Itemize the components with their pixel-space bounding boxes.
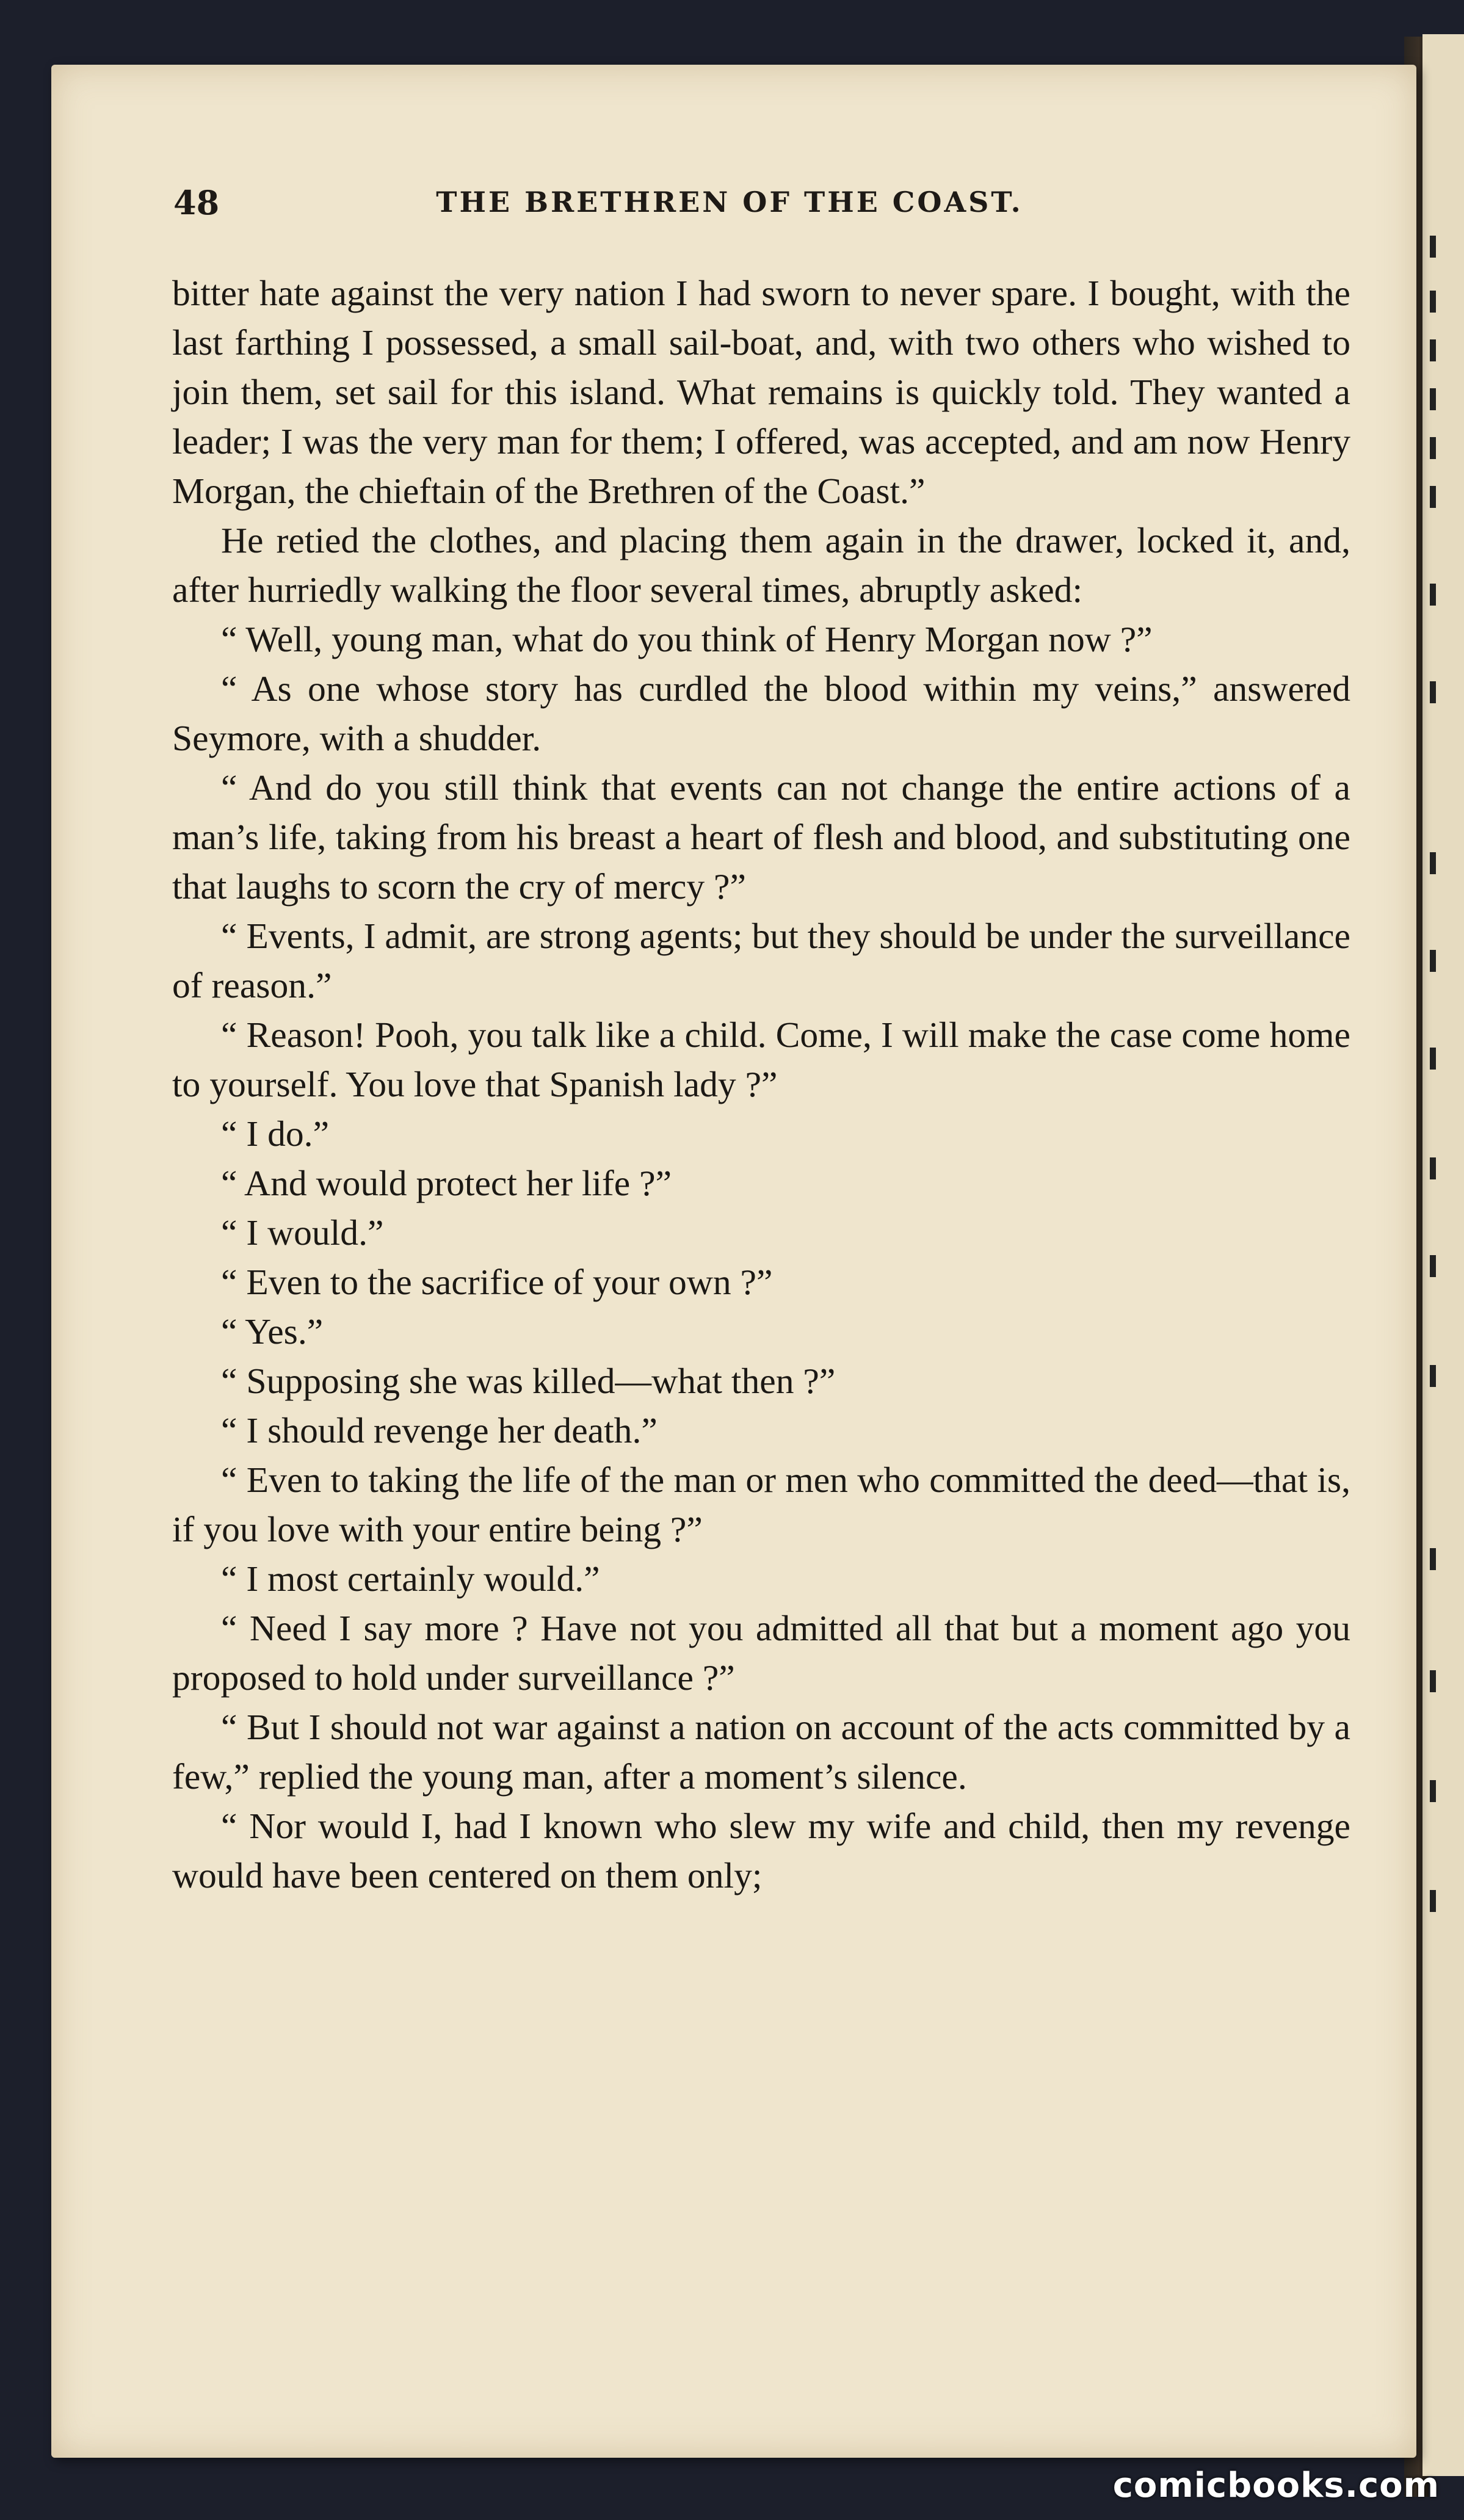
adjacent-page-text-fragment xyxy=(1430,291,1436,313)
paragraph: “ I should revenge her death.” xyxy=(221,1410,658,1450)
body-text xyxy=(172,269,1350,1900)
paragraph: He retied the clothes, and placing them again in the drawer, locked it, and, after hurriedly walking the floor several times, abruptly asked: xyxy=(172,520,1350,610)
paragraph: “ Need I say more ? Have not you admitted all that but a moment ago you proposed to hold under surveillance ?” xyxy=(172,1608,1350,1698)
running-head: THE BRETHREN OF THE COAST. xyxy=(436,186,1023,219)
adjacent-page-text-fragment xyxy=(1430,852,1436,874)
adjacent-page-text-fragment xyxy=(1430,1365,1436,1387)
paragraph: “ I do.” xyxy=(221,1113,330,1154)
page-header xyxy=(122,183,1337,226)
paragraph: “ Supposing she was killed—what then ?” xyxy=(221,1361,836,1401)
paragraph: “ I would.” xyxy=(221,1212,384,1253)
adjacent-page-text-fragment xyxy=(1430,1670,1436,1692)
paragraph: “ Events, I admit, are strong agents; but they should be under the surveillance of reason.” xyxy=(172,916,1350,1005)
adjacent-page-text-fragment xyxy=(1430,1890,1436,1912)
adjacent-page-text-fragment xyxy=(1430,1048,1436,1070)
page-number: 48 xyxy=(173,183,220,222)
adjacent-page-text-fragment xyxy=(1430,486,1436,508)
paragraph: “ Well, young man, what do you think of Henry Morgan now ?” xyxy=(221,619,1153,659)
adjacent-page-text-fragment xyxy=(1430,388,1436,410)
adjacent-page-text-fragment xyxy=(1430,236,1436,258)
paragraph: bitter hate against the very nation I had sworn to never spare. I bought, with the last farthing I possessed, a small sail-boat, and, with two others who wished to join them, set sail for this island. What remains is quickly told. They wanted a leader; I was the very man for them; I offered, was accepted, and am now Henry Morgan, the chieftain of the Brethren of the Coast.” xyxy=(172,273,1350,511)
adjacent-page-text-fragment xyxy=(1430,1255,1436,1277)
paragraph: “ Even to taking the life of the man or men who committed the deed—that is, if you love with your entire being ?” xyxy=(172,1460,1350,1549)
paragraph: “ Reason! Pooh, you talk like a child. Come, I will make the case come home to yourself. You love that Spanish lady ?” xyxy=(172,1015,1350,1104)
paragraph: “ Yes.” xyxy=(221,1311,324,1352)
adjacent-page-edge xyxy=(1422,34,1464,2476)
paragraph: “ Nor would I, had I known who slew my wife and child, then my revenge would have been centered on them only; xyxy=(172,1806,1350,1895)
paragraph: “ I most certainly would.” xyxy=(221,1559,600,1599)
paragraph: “ But I should not war against a nation on account of the acts committed by a few,” replied the young man, after a moment’s silence. xyxy=(172,1707,1350,1797)
adjacent-page-text-fragment xyxy=(1430,437,1436,459)
adjacent-page-text-fragment xyxy=(1430,1780,1436,1802)
paragraph: “ And do you still think that events can not change the entire actions of a man’s life, taking from his breast a heart of flesh and blood, and substituting one that laughs to scorn the cry of mercy ?” xyxy=(172,767,1350,907)
watermark: comicbooks.com xyxy=(1112,2466,1440,2505)
adjacent-page-text-fragment xyxy=(1430,584,1436,606)
paragraph: “ Even to the sacrifice of your own ?” xyxy=(221,1262,773,1302)
paragraph: “ And would protect her life ?” xyxy=(221,1163,672,1203)
adjacent-page-text-fragment xyxy=(1430,1548,1436,1570)
adjacent-page-text-fragment xyxy=(1430,1157,1436,1179)
paragraph: “ As one whose story has curdled the blood within my veins,” answered Seymore, with a shudder. xyxy=(172,668,1350,758)
adjacent-page-text-fragment xyxy=(1430,681,1436,703)
adjacent-page-text-fragment xyxy=(1430,339,1436,361)
adjacent-page-text-fragment xyxy=(1430,950,1436,972)
